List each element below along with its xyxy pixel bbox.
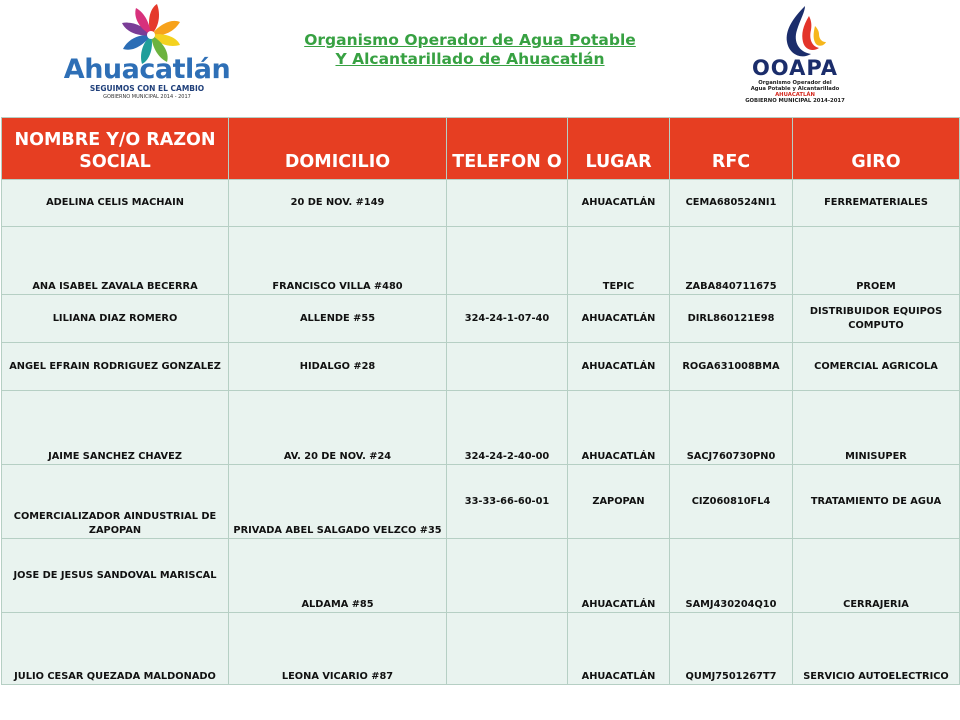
cell-domicilio: HIDALGO #28 [229, 343, 447, 391]
ooapa-wordmark: OOAPA [751, 56, 839, 80]
ooapa-line-2: Agua Potable y Alcantarillado [750, 86, 840, 92]
cell-domicilio: LEONA VICARIO #87 [229, 613, 447, 685]
ooapa-line-3: AHUACATLÁN [775, 92, 815, 98]
cell-nombre: ADELINA CELIS MACHAIN [2, 180, 229, 227]
ahuacatlan-logo [62, 2, 232, 108]
cell-rfc: SAMJ430204Q10 [670, 539, 793, 613]
water-drops-icon [775, 4, 829, 62]
table-row [2, 295, 960, 343]
cell-telefono [447, 613, 568, 685]
cell-giro: FERREMATERIALES [793, 180, 960, 227]
header-domicilio: DOMICILIO [229, 118, 447, 180]
cell-giro: CERRAJERIA [793, 539, 960, 613]
cell-nombre: JOSE DE JESUS SANDOVAL MARISCAL [2, 539, 229, 613]
cell-lugar: AHUACATLÁN [568, 295, 670, 343]
cell-lugar: AHUACATLÁN [568, 343, 670, 391]
cell-nombre: ANA ISABEL ZAVALA BECERRA [2, 227, 229, 295]
cell-lugar: TEPIC [568, 227, 670, 295]
cell-domicilio: FRANCISCO VILLA #480 [229, 227, 447, 295]
table-row [2, 180, 960, 227]
cell-lugar: ZAPOPAN [568, 465, 670, 539]
cell-telefono [447, 227, 568, 295]
cell-telefono [447, 539, 568, 613]
table-row [2, 465, 960, 539]
cell-telefono: 33-33-66-60-01 [447, 465, 568, 539]
table-row [2, 539, 960, 613]
cell-giro: COMERCIAL AGRICOLA [793, 343, 960, 391]
table-row [2, 391, 960, 465]
cell-rfc: QUMJ7501267T7 [670, 613, 793, 685]
cell-nombre: JULIO CESAR QUEZADA MALDONADO [2, 613, 229, 685]
cell-nombre: ANGEL EFRAIN RODRIGUEZ GONZALEZ [2, 343, 229, 391]
cell-domicilio: 20 DE NOV. #149 [229, 180, 447, 227]
cell-lugar: AHUACATLÁN [568, 613, 670, 685]
cell-rfc: CIZ060810FL4 [670, 465, 793, 539]
document-title [240, 31, 700, 69]
cell-rfc: SACJ760730PN0 [670, 391, 793, 465]
title-line-1: Organismo Operador de Agua Potable [304, 31, 636, 49]
ooapa-logo [725, 4, 865, 112]
cell-telefono: 324-24-2-40-00 [447, 391, 568, 465]
cell-domicilio: PRIVADA ABEL SALGADO VELZCO #35 [229, 465, 447, 539]
table-row [2, 343, 960, 391]
title-line-2: Y Alcantarillado de Ahuacatlán [335, 50, 605, 68]
header-nombre: NOMBRE Y/O RAZON SOCIAL [2, 118, 229, 180]
table-row [2, 613, 960, 685]
cell-telefono: 324-24-1-07-40 [447, 295, 568, 343]
cell-rfc: CEMA680524NI1 [670, 180, 793, 227]
cell-domicilio: ALLENDE #55 [229, 295, 447, 343]
cell-nombre: JAIME SANCHEZ CHAVEZ [2, 391, 229, 465]
ahuacatlan-slogan: SEGUIMOS CON EL CAMBIO [89, 84, 205, 93]
cell-lugar: AHUACATLÁN [568, 391, 670, 465]
table-header-row [2, 118, 960, 180]
table-row [2, 227, 960, 295]
cell-lugar: AHUACATLÁN [568, 539, 670, 613]
header-rfc: RFC [670, 118, 793, 180]
cell-giro: DISTRIBUIDOR EQUIPOS COMPUTO [793, 295, 960, 343]
cell-nombre: LILIANA DIAZ ROMERO [2, 295, 229, 343]
cell-giro: TRATAMIENTO DE AGUA [793, 465, 960, 539]
cell-nombre: COMERCIALIZADOR AINDUSTRIAL DE ZAPOPAN [2, 465, 229, 539]
ahuacatlan-wordmark: Ahuacatlán [63, 54, 231, 85]
ahuacatlan-gov-line: GOBIERNO MUNICIPAL 2014 - 2017 [103, 94, 191, 100]
ooapa-line-1: Organismo Operador del [758, 80, 832, 86]
cell-telefono [447, 343, 568, 391]
cell-domicilio: AV. 20 DE NOV. #24 [229, 391, 447, 465]
cell-rfc: ZABA840711675 [670, 227, 793, 295]
header-lugar: LUGAR [568, 118, 670, 180]
cell-domicilio: ALDAMA #85 [229, 539, 447, 613]
cell-rfc: DIRL860121E98 [670, 295, 793, 343]
cell-giro: MINISUPER [793, 391, 960, 465]
cell-rfc: ROGA631008BMA [670, 343, 793, 391]
cell-telefono [447, 180, 568, 227]
header-giro: GIRO [793, 118, 960, 180]
cell-giro: SERVICIO AUTOELECTRICO [793, 613, 960, 685]
page-header [0, 0, 960, 118]
providers-table [1, 117, 960, 685]
cell-giro: PROEM [793, 227, 960, 295]
ooapa-line-4: GOBIERNO MUNICIPAL 2014-2017 [745, 98, 845, 104]
header-telefono: TELEFON O [447, 118, 568, 180]
cell-lugar: AHUACATLÁN [568, 180, 670, 227]
